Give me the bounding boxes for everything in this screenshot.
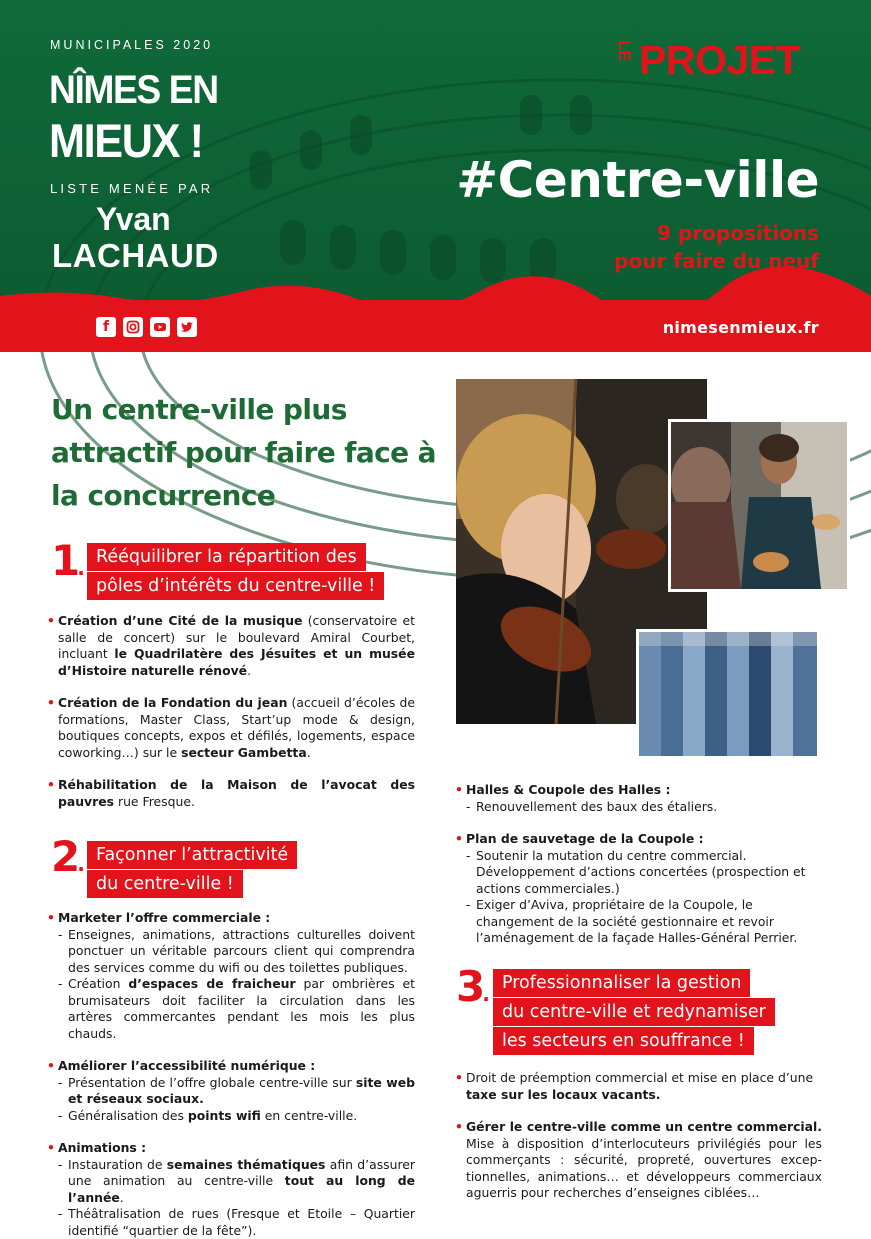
youtube-icon[interactable]: [150, 317, 170, 337]
list-item: • Marketer l’offre commerciale :: [48, 910, 415, 927]
section-3-title-line1: Professionnaliser la gestion: [493, 969, 750, 997]
section-3-list: [456, 1070, 822, 1202]
subtitle-line1: 9 propositions: [657, 221, 819, 245]
election-label: MUNICIPALES 2020: [50, 38, 214, 52]
candidate-first-name: Yvan: [96, 201, 171, 237]
section-1-list: [48, 613, 415, 810]
twitter-icon[interactable]: [177, 317, 197, 337]
sub-item: - Soutenir la mutation du centre commercial. Développement d’actions concertées (prospection et actions commerciales.): [456, 848, 820, 898]
sub-item: - Enseignes, animations, attractions culturelles doivent ponctuer un véritable parcours client qui comprendra des services comme du wifi ou des toilettes publiques.: [48, 927, 415, 977]
facebook-icon[interactable]: f: [96, 317, 116, 337]
list-title-line2: MIEUX !: [49, 114, 203, 167]
list-item: • Droit de préemption commercial et mise en place d’une taxe sur les locaux vacants.: [456, 1070, 822, 1103]
section-3-number: 3.: [456, 962, 487, 1011]
section-3-title-line2: du centre-ville et redynamiser: [493, 998, 775, 1026]
sub-item: - Création d’espaces de fraicheur par ombrières et brumisateurs doit faciliter la circulation dans les artères commercantes pendant les mois les plus chauds.: [48, 976, 415, 1042]
sub-item: - Exiger d’Aviva, propriétaire de la Coupole, le changement de la société gestionnaire et revoir l’aménagement de la façade Halles-Général Perrier.: [456, 897, 820, 947]
list-title-line1: NÎMES EN: [49, 68, 218, 112]
halles-list: [456, 782, 820, 947]
list-item: • Création d’une Cité de la musique (conservatoire et salle de concert) sur le boulevard Amiral Courbet, incluant le Quadrilatère des Jésuites et un musée d’Histoire naturelle rénové.: [48, 613, 415, 679]
led-by-label: LISTE MENÉE PAR: [50, 181, 214, 196]
website-link[interactable]: nimesenmieux.fr: [662, 318, 819, 337]
list-item: • Plan de sauvetage de la Coupole :: [456, 831, 820, 848]
le-label: LE: [615, 40, 634, 62]
list-item: • Réhabilitation de la Maison de l’avocat des pauvres rue Fresque.: [48, 777, 415, 810]
sub-item: - Renouvellement des baux des étaliers.: [456, 799, 820, 816]
main-headline: Un centre-ville plus attractif pour faire face à la concurrence: [51, 393, 436, 512]
projet-label: PROJET: [639, 37, 801, 83]
jeans-photo: [636, 629, 820, 759]
subtitle-line2: pour faire du neuf: [614, 249, 819, 273]
hashtag-title: #Centre-ville: [456, 151, 819, 209]
list-item: • Halles & Coupole des Halles :: [456, 782, 820, 799]
list-item: • Création de la Fondation du jean (accueil d’écoles de formations, Master Class, Start’up mode & design, boutiques concepts, expos et défilés, logements, espace coworking…) sur le secteur Gambetta.: [48, 695, 415, 761]
list-item: • Améliorer l’accessibilité numérique :: [48, 1058, 415, 1075]
section-1-title-line1: Rééquilibrer la répartition des: [87, 543, 366, 571]
section-2-list: [48, 910, 415, 1239]
section-2-number: 2.: [51, 832, 82, 881]
list-item: • Animations :: [48, 1140, 415, 1157]
sub-item: - Instauration de semaines thématiques afin d’assurer une animation au centre-ville tout au long de l’année.: [48, 1157, 415, 1207]
section-1-title-line2: pôles d’intérêts du centre-ville !: [87, 572, 384, 600]
instagram-icon[interactable]: [123, 317, 143, 337]
header-banner: [0, 0, 871, 352]
candidate-last-name: LACHAUD: [52, 237, 219, 274]
social-links: [96, 317, 197, 337]
list-item: • Gérer le centre-ville comme un centre commercial. Mise à disposition d’interlocuteurs privilégiés pour les commerçants : sécurité, propreté, ouvertures exceptionnelles, animations… et développeurs commerciaux aguerris pour recherches d’enseignes ciblées…: [456, 1119, 822, 1202]
le-projet-logo: [615, 38, 825, 86]
section-3-title-line3: les secteurs en souffrance !: [493, 1027, 754, 1055]
section-2-title-line1: Façonner l’attractivité: [87, 841, 297, 869]
sub-item: - Généralisation des points wifi en centre-ville.: [48, 1108, 415, 1125]
section-2-title-line2: du centre-ville !: [87, 870, 243, 898]
section-1-number: 1.: [51, 536, 82, 585]
sub-item: - Théâtralisation de rues (Fresque et Etoile – Quartier identifié “quartier de la fête”).: [48, 1206, 415, 1239]
street-food-photo: [668, 419, 850, 592]
sub-item: - Présentation de l’offre globale centre-ville sur site web et réseaux sociaux.: [48, 1075, 415, 1108]
